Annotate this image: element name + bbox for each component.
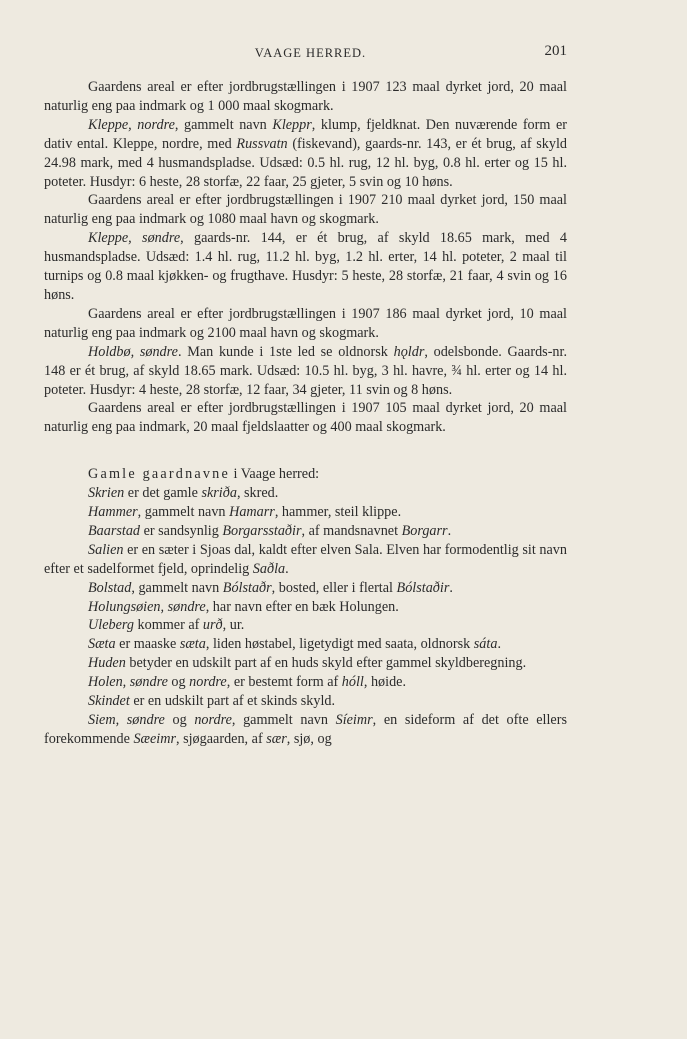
italic-term: Holungsøien, søndre <box>88 598 206 615</box>
text-run: betyder en udskilt part af en huds skyld efter gammel skyldberegning. <box>125 655 527 672</box>
text-run: i Vaage herred: <box>229 466 320 483</box>
text-run: , gammelt navn <box>174 116 273 133</box>
paragraph <box>44 692 567 711</box>
text-run: er sandsynlig <box>140 522 223 539</box>
text-run: . Man kunde i 1ste led se oldnorsk <box>177 343 394 360</box>
text-run: , en sideform af det ofte ellers forekommende <box>44 712 567 747</box>
italic-term: Holdbø, søndre <box>88 343 178 360</box>
italic-term: Sæta <box>88 636 116 653</box>
text-run: , sjø, og <box>286 730 332 747</box>
text-run: , hammer, steil klippe. <box>274 504 402 521</box>
italic-term: hǫldr <box>393 343 425 360</box>
text-run: , gaards-nr. 144, er ét brug, af skyld 18.65 mark, med 4 husmandspladse. Udsæd: 1.4 hl. rug, 11.2 hl. byg, 1.2 hl. erter, 14 hl. poteter, 2 maal til turnips og 0.8 maal kjøkken- og frugthave. Husdyr: 5 heste, 28 storfæ, 21 faar, 4 svin og 16 høns. <box>44 230 567 303</box>
text-run: , liden høstabel, ligetydigt med saata, oldnorsk <box>205 636 474 653</box>
paragraph <box>44 191 567 229</box>
farm-descriptions <box>44 78 567 437</box>
paragraph <box>44 229 567 305</box>
italic-term: Bólstaðir <box>396 579 450 596</box>
text-run: er maaske <box>115 636 180 653</box>
text-run: , gammelt navn <box>131 579 223 596</box>
text-run: Gaardens areal er efter jordbrugstællingen i 1907 105 maal dyrket jord, 20 maal naturlig eng paa indmark, 20 maal fjeldslaatter og 400 maal skogmark. <box>44 400 567 436</box>
text-run: Gamle gaardnavne <box>88 466 230 483</box>
text-run: , af mandsnavnet <box>301 522 402 539</box>
page-number: 201 <box>544 43 567 59</box>
running-title: VAAGE HERRED. <box>254 46 367 60</box>
italic-term: urð <box>202 617 223 634</box>
text-run: . <box>447 522 452 539</box>
text-run: , gammelt navn <box>231 712 336 728</box>
running-header <box>44 40 567 68</box>
italic-term: Síeimr <box>335 712 373 728</box>
text-run: (fiskevand), gaards-nr. 143, er ét brug, af skyld 24.98 mark, med 4 husmandspladse. Udsæd: 0.5 hl. rug, 12 hl. byg, 0.8 hl. erter og 15 hl. poteter. Husdyr: 6 heste, 28 storfæ, 22 faar, 25 gjeter, 5 svin og 10 høns. <box>44 135 567 190</box>
text-run: er en udskilt part af et skinds skyld. <box>129 693 336 710</box>
paragraph <box>44 598 567 617</box>
paragraph <box>44 635 567 654</box>
italic-term: Saðla <box>252 560 286 577</box>
italic-term: sær <box>266 730 287 747</box>
section-gap <box>44 437 567 465</box>
italic-term: sæta <box>179 636 206 653</box>
text-run: , sjøgaarden, af <box>176 730 267 747</box>
text-run: , bosted, eller i flertal <box>271 579 397 596</box>
paragraph <box>44 484 567 503</box>
italic-term: Russvatn <box>236 135 288 152</box>
italic-term: Hamarr <box>229 504 275 521</box>
italic-term: Uleberg <box>88 617 134 634</box>
paragraph <box>44 654 567 673</box>
italic-term: nordre <box>194 712 232 728</box>
italic-term: Sæeimr <box>133 730 176 747</box>
text-run: er det gamle <box>124 485 202 502</box>
italic-term: sáta <box>473 636 498 653</box>
text-run: Gaardens areal er efter jordbrugstællingen i 1907 123 maal dyrket jord, 20 maal naturlig eng paa indmark og 1 000 maal skogmark. <box>44 79 567 114</box>
italic-term: Hammer <box>88 504 138 521</box>
paragraph <box>44 673 567 692</box>
text-run: , skred. <box>236 485 279 502</box>
italic-term: Baarstad <box>88 522 141 539</box>
text-run: , klump, fjeldknat. Den nuværende form er dativ ental. Kleppe, nordre, med <box>44 116 567 152</box>
italic-term: Skrien <box>88 485 125 502</box>
text-run: kommer af <box>133 617 203 634</box>
section-heading <box>44 465 567 484</box>
text-run: , ur. <box>222 617 245 634</box>
paragraph <box>44 78 567 116</box>
italic-term: Salien <box>88 541 124 558</box>
paragraph <box>44 616 567 635</box>
paragraph <box>44 503 567 522</box>
document-page <box>44 40 567 749</box>
italic-term: hóll <box>341 674 364 691</box>
text-run: , har navn efter en bæk Holungen. <box>205 598 399 615</box>
text-run: og <box>164 712 195 728</box>
italic-term: Kleppr <box>272 116 312 133</box>
italic-term: Bólstaðr <box>222 579 272 596</box>
text-run: Gaardens areal er efter jordbrugstællingen i 1907 210 maal dyrket jord, 150 maal naturlig eng paa indmark og 1080 maal havn og skogmark. <box>44 192 567 228</box>
italic-term: Kleppe, søndre <box>88 230 181 247</box>
italic-term: Borgarsstaðir <box>222 522 302 539</box>
italic-term: Huden <box>88 655 126 672</box>
italic-term: Siem, søndre <box>88 712 165 728</box>
paragraph <box>44 399 567 437</box>
text-run: Gaardens areal er efter jordbrugstællingen i 1907 186 maal dyrket jord, 10 maal naturlig eng paa indmark og 2100 maal havn og skogmark. <box>44 305 567 341</box>
italic-term: Skindet <box>88 693 130 710</box>
italic-term: Borgarr <box>401 522 448 539</box>
italic-term: Bolstad <box>88 579 132 596</box>
italic-term: skriða <box>201 485 237 502</box>
italic-term: nordre <box>189 674 227 691</box>
text-run: . <box>449 579 453 596</box>
paragraph <box>44 711 567 749</box>
paragraph <box>44 116 567 192</box>
old-farm-names <box>44 465 567 749</box>
text-run: , gammelt navn <box>137 504 230 521</box>
paragraph <box>44 522 567 541</box>
text-run: , høide. <box>363 674 407 691</box>
paragraph <box>44 541 567 579</box>
paragraph <box>44 305 567 343</box>
text-run: er en sæter i Sjoas dal, kaldt efter elven Sala. Elven har formodentlig sit navn efter et sadelformet fjeld, oprindelig <box>44 541 567 577</box>
text-run: , odelsbonde. Gaards-nr. 148 er ét brug, af skyld 18.65 mark. Udsæd: 10.5 hl. byg, 3 hl. havre, ¾ hl. erter og 14 hl. poteter. Husdyr: 4 heste, 28 storfæ, 12 faar, 34 gjeter, 11 svin og 8 høns. <box>44 343 567 398</box>
text-run: . <box>285 560 289 577</box>
italic-term: Holen, søndre <box>88 674 168 691</box>
paragraph <box>44 343 567 400</box>
text-run: og <box>167 674 190 691</box>
text-run: , er bestemt form af <box>226 674 342 691</box>
text-run: . <box>497 636 501 653</box>
italic-term: Kleppe, nordre <box>88 116 175 133</box>
paragraph <box>44 579 567 598</box>
